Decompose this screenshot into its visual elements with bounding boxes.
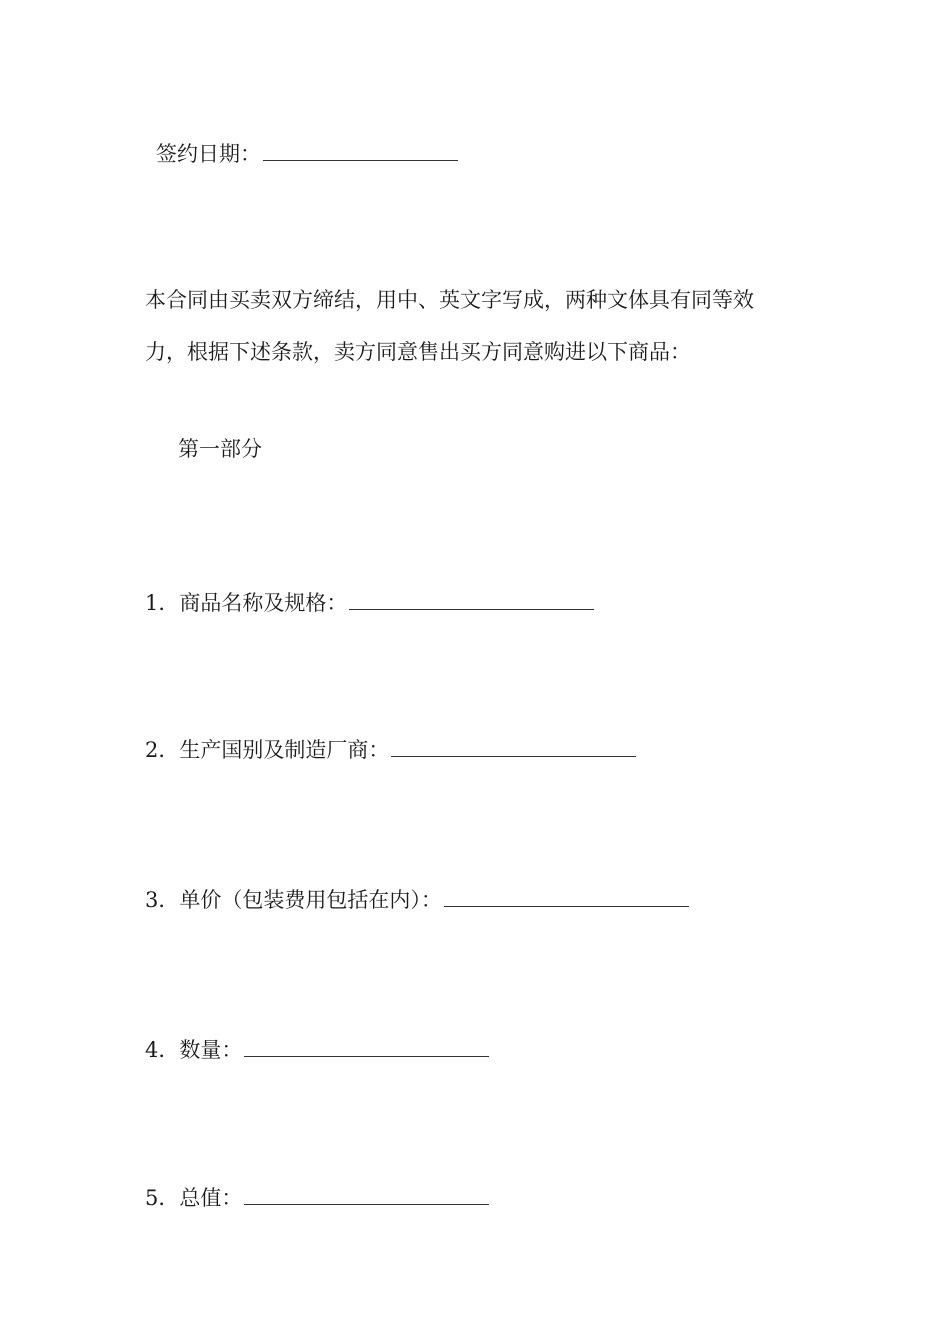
- item-blank[interactable]: [244, 1186, 489, 1205]
- item-row: [145, 1186, 489, 1209]
- item-label: 生产国别及制造厂商：: [179, 738, 390, 762]
- item-number: 2．: [145, 738, 180, 762]
- item-label: 总值：: [179, 1186, 243, 1210]
- item-row: [145, 1038, 489, 1061]
- item-label: 单价（包装费用包括在内）：: [179, 888, 442, 912]
- item-row: [145, 591, 594, 614]
- item-blank[interactable]: [444, 888, 689, 907]
- item-blank[interactable]: [244, 1038, 489, 1057]
- intro-paragraph-line-1: 本合同由买卖双方缔结，用中、英文字写成，两种文体具有同等效: [145, 288, 754, 312]
- signing-date-row: [156, 142, 458, 165]
- signing-date-blank[interactable]: [263, 142, 458, 161]
- item-number: 4．: [145, 1038, 180, 1062]
- intro-paragraph-line-2: 力，根据下述条款，卖方同意售出买方同意购进以下商品：: [145, 340, 691, 364]
- item-number: 3．: [145, 888, 180, 912]
- item-number: 1．: [145, 591, 180, 615]
- item-label: 商品名称及规格：: [179, 591, 348, 615]
- item-blank[interactable]: [349, 591, 594, 610]
- item-row: [145, 738, 636, 761]
- item-number: 5．: [145, 1186, 180, 1210]
- signing-date-label: 签约日期：: [156, 142, 261, 166]
- item-label: 数量：: [179, 1038, 243, 1062]
- item-blank[interactable]: [391, 738, 636, 757]
- item-row: [145, 888, 689, 911]
- section-title: 第一部分: [178, 437, 262, 461]
